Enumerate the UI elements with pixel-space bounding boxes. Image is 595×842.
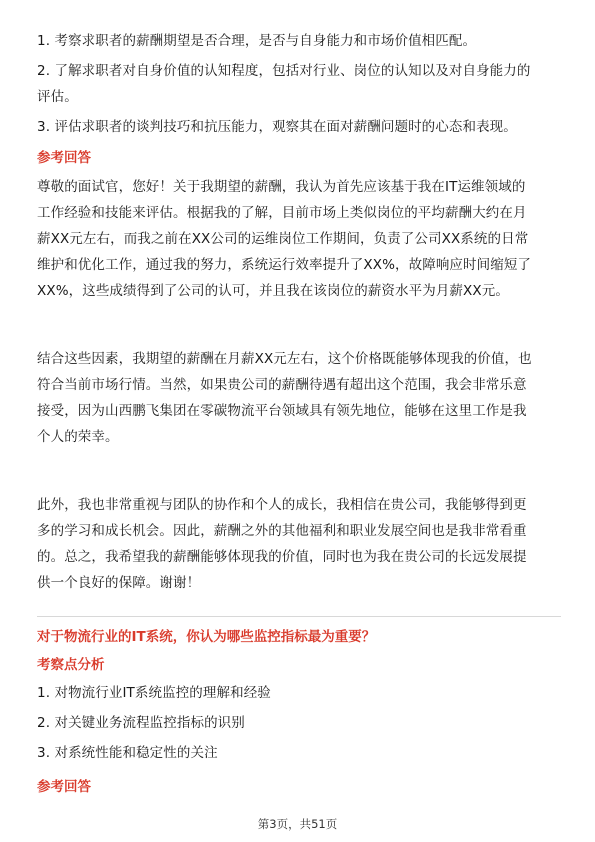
paragraph-line: 工作经验和技能来评估。根据我的了解，目前市场上类似岗位的平均薪酬大约在月 xyxy=(37,205,527,221)
paragraph-line: 结合这些因素，我期望的薪酬在月薪XX元左右，这个价格既能够体现我的价值，也 xyxy=(37,351,532,367)
paragraph-line: 此外，我也非常重视与团队的协作和个人的成长，我相信在贵公司，我能够得到更 xyxy=(37,497,527,513)
analysis-heading: 考察点分析 xyxy=(37,657,105,673)
analysis-item: 3. 对系统性能和稳定性的关注 xyxy=(37,745,218,761)
intro-item: 评估。 xyxy=(37,89,78,105)
question-heading: 对于物流行业的IT系统，你认为哪些监控指标最为重要？ xyxy=(37,629,376,645)
paragraph-line: 多的学习和成长机会。因此，薪酬之外的其他福利和职业发展空间也是我非常看重 xyxy=(37,523,527,539)
intro-item: 3. 评估求职者的谈判技巧和抗压能力，观察其在面对薪酬问题时的心态和表现。 xyxy=(37,119,517,135)
answer-paragraph-1 xyxy=(37,174,531,304)
paragraph-line: 的。总之，我希望我的薪酬能够体现我的价值，同时也为我在贵公司的长远发展提 xyxy=(37,549,527,565)
answer-paragraph-2 xyxy=(37,346,532,450)
analysis-list xyxy=(37,680,271,766)
paragraph-line: 薪XX元左右，而我之前在XX公司的运维岗位工作期间，负责了公司XX系统的日常 xyxy=(37,231,529,247)
section-divider xyxy=(37,616,561,617)
analysis-item: 1. 对物流行业IT系统监控的理解和经验 xyxy=(37,685,271,701)
intro-list xyxy=(37,28,530,140)
page-footer: 第3页，共51页 xyxy=(257,817,338,831)
paragraph-line: 维护和优化工作，通过我的努力，系统运行效率提升了XX%，故障响应时间缩短了 xyxy=(37,257,532,273)
paragraph-line: 供一个良好的保障。谢谢！ xyxy=(37,575,201,591)
paragraph-line: 接受，因为山西鹏飞集团在零碳物流平台领域具有领先地位，能够在这里工作是我 xyxy=(37,403,527,419)
intro-item: 1. 考察求职者的薪酬期望是否合理，是否与自身能力和市场价值相匹配。 xyxy=(37,33,477,49)
analysis-item: 2. 对关键业务流程监控指标的识别 xyxy=(37,715,245,731)
paragraph-line: XX%，这些成绩得到了公司的认可，并且我在该岗位的薪资水平为月薪XX元。 xyxy=(37,283,509,299)
answer-paragraph-3 xyxy=(37,492,527,596)
paragraph-line: 尊敬的面试官，您好！关于我期望的薪酬，我认为首先应该基于我在IT运维领域的 xyxy=(37,179,526,195)
paragraph-line: 符合当前市场行情。当然，如果贵公司的薪酬待遇有超出这个范围，我会非常乐意 xyxy=(37,377,527,393)
reference-heading: 参考回答 xyxy=(37,150,91,166)
paragraph-line: 个人的荣幸。 xyxy=(37,429,119,445)
intro-item: 2. 了解求职者对自身价值的认知程度，包括对行业、岗位的认知以及对自身能力的 xyxy=(37,63,531,79)
reference-heading-2: 参考回答 xyxy=(37,779,91,795)
